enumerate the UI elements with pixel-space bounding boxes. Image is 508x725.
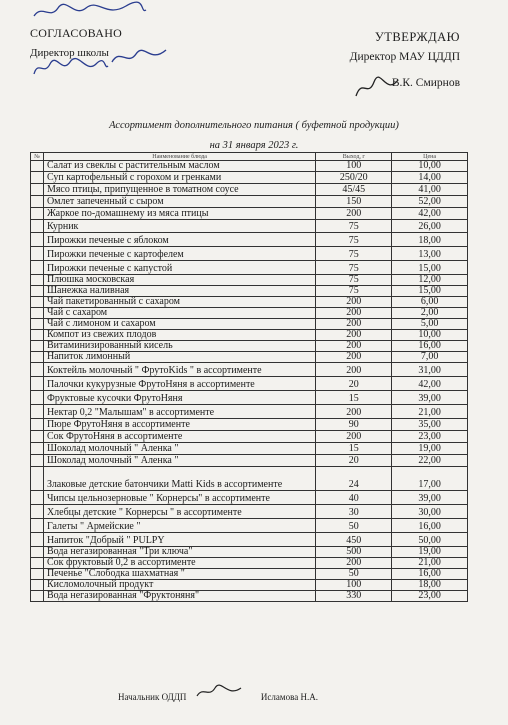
row-number-cell: [31, 419, 44, 431]
item-name-cell: Печенье "Слободка шахматная ": [43, 569, 315, 580]
item-name-cell: Напиток "Добрый " PULPY: [43, 533, 315, 547]
item-name-cell: Хлебцы детские " Корнерсы " в ассортименте: [43, 505, 315, 519]
row-number-cell: [31, 330, 44, 341]
item-weight-cell: 90: [316, 419, 392, 431]
item-name-cell: Мясо птицы, припущенное в томатном соусе: [43, 184, 315, 196]
item-price-cell: 22,00: [392, 455, 468, 467]
table-row: [31, 491, 468, 505]
table-row: [31, 247, 468, 261]
row-number-cell: [31, 519, 44, 533]
table-row: [31, 443, 468, 455]
item-weight-cell: 75: [316, 286, 392, 297]
footer-name: Исламова Н.А.: [260, 692, 318, 702]
table-row: [31, 286, 468, 297]
item-name-cell: Жаркое по-домашнему из мяса птицы: [43, 208, 315, 220]
item-name-cell: Пирожки печеные с яблоком: [43, 233, 315, 247]
signature-left-icon: [110, 44, 170, 70]
approved-name: В.К. Смирнов: [391, 77, 460, 89]
item-weight-cell: 200: [316, 208, 392, 220]
table-row: [31, 275, 468, 286]
item-name-cell: Кисломолочный продукт: [43, 580, 315, 591]
item-name-cell: Чай с лимоном и сахаром: [43, 319, 315, 330]
item-weight-cell: 75: [316, 261, 392, 275]
row-number-cell: [31, 391, 44, 405]
agreed-position: Директор школы: [30, 47, 109, 59]
item-price-cell: 16,00: [392, 569, 468, 580]
item-weight-cell: 75: [316, 220, 392, 233]
row-number-cell: [31, 591, 44, 602]
row-number-cell: [31, 308, 44, 319]
table-row: [31, 330, 468, 341]
item-weight-cell: 200: [316, 558, 392, 569]
row-number-cell: [31, 377, 44, 391]
item-price-cell: 14,00: [392, 172, 468, 184]
item-price-cell: 18,00: [392, 233, 468, 247]
item-name-cell: Вода негазированная "Три ключа": [43, 547, 315, 558]
item-weight-cell: 200: [316, 363, 392, 377]
item-price-cell: 30,00: [392, 505, 468, 519]
table-row: [31, 591, 468, 602]
row-number-cell: [31, 580, 44, 591]
item-name-cell: Пирожки печеные с картофелем: [43, 247, 315, 261]
item-price-cell: 41,00: [392, 184, 468, 196]
item-price-cell: 16,00: [392, 341, 468, 352]
item-price-cell: 35,00: [392, 419, 468, 431]
table-row: [31, 341, 468, 352]
item-weight-cell: 24: [316, 467, 392, 491]
row-number-cell: [31, 196, 44, 208]
table-row: [31, 467, 468, 491]
item-name-cell: Напиток лимонный: [43, 352, 315, 363]
row-number-cell: [31, 443, 44, 455]
footer: [118, 684, 318, 702]
item-price-cell: 42,00: [392, 377, 468, 391]
item-weight-cell: 500: [316, 547, 392, 558]
item-weight-cell: 200: [316, 405, 392, 419]
table-row: [31, 377, 468, 391]
item-price-cell: 52,00: [392, 196, 468, 208]
signature-right-icon: [352, 74, 402, 102]
row-number-cell: [31, 363, 44, 377]
item-name-cell: Фруктовые кусочки ФрутоНяня: [43, 391, 315, 405]
table-row: [31, 161, 468, 172]
footer-signature-icon: [189, 684, 259, 702]
table-row: [31, 172, 468, 184]
item-price-cell: 21,00: [392, 558, 468, 569]
item-price-cell: 39,00: [392, 391, 468, 405]
item-name-cell: Чай с сахаром: [43, 308, 315, 319]
item-price-cell: 26,00: [392, 220, 468, 233]
row-number-cell: [31, 455, 44, 467]
item-name-cell: Коктейль молочный " ФрутоKids " в ассортименте: [43, 363, 315, 377]
item-name-cell: Пирожки печеные с капустой: [43, 261, 315, 275]
item-price-cell: 10,00: [392, 161, 468, 172]
item-price-cell: 23,00: [392, 591, 468, 602]
item-name-cell: Курник: [43, 220, 315, 233]
row-number-cell: [31, 505, 44, 519]
table-row: [31, 352, 468, 363]
date-line: на 31 января 2023 г.: [209, 140, 299, 151]
item-price-cell: 15,00: [392, 261, 468, 275]
item-name-cell: Сок фруктовый 0,2 в ассортименте: [43, 558, 315, 569]
row-number-cell: [31, 491, 44, 505]
item-price-cell: 10,00: [392, 330, 468, 341]
item-weight-cell: 30: [316, 505, 392, 519]
table-row: [31, 308, 468, 319]
table-row: [31, 558, 468, 569]
item-price-cell: 39,00: [392, 491, 468, 505]
item-weight-cell: 50: [316, 519, 392, 533]
table-row: [31, 431, 468, 443]
item-name-cell: Чипсы цельнозерновые " Корнерсы" в ассортименте: [43, 491, 315, 505]
item-price-cell: 31,00: [392, 363, 468, 377]
item-price-cell: 6,00: [392, 297, 468, 308]
item-name-cell: Чай пакетированный с сахаром: [43, 297, 315, 308]
item-name-cell: Галеты " Армейские ": [43, 519, 315, 533]
table-row: [31, 391, 468, 405]
row-number-cell: [31, 184, 44, 196]
item-price-cell: 17,00: [392, 467, 468, 491]
table-row: [31, 297, 468, 308]
table-row: [31, 233, 468, 247]
row-number-cell: [31, 558, 44, 569]
row-number-cell: [31, 247, 44, 261]
document-title: Ассортимент дополнительного питания ( буфетной продукции): [109, 120, 399, 131]
row-number-cell: [31, 467, 44, 491]
table-row: [31, 405, 468, 419]
item-name-cell: Вода негазированная "Фруктоняня": [43, 591, 315, 602]
table-row: [31, 184, 468, 196]
item-weight-cell: 75: [316, 275, 392, 286]
item-weight-cell: 100: [316, 161, 392, 172]
row-number-cell: [31, 220, 44, 233]
item-weight-cell: 100: [316, 580, 392, 591]
table-row: [31, 569, 468, 580]
header-name: Наименование блюда: [43, 153, 315, 161]
item-weight-cell: 200: [316, 341, 392, 352]
item-name-cell: Нектар 0,2 "Малышам" в ассортименте: [43, 405, 315, 419]
row-number-cell: [31, 569, 44, 580]
item-weight-cell: 330: [316, 591, 392, 602]
table-row: [31, 455, 468, 467]
item-price-cell: 19,00: [392, 443, 468, 455]
item-weight-cell: 75: [316, 233, 392, 247]
item-price-cell: 7,00: [392, 352, 468, 363]
row-number-cell: [31, 533, 44, 547]
item-weight-cell: 40: [316, 491, 392, 505]
item-weight-cell: 200: [316, 352, 392, 363]
item-price-cell: 21,00: [392, 405, 468, 419]
table-row: [31, 505, 468, 519]
item-weight-cell: 200: [316, 308, 392, 319]
row-number-cell: [31, 172, 44, 184]
row-number-cell: [31, 352, 44, 363]
row-number-cell: [31, 208, 44, 220]
item-price-cell: 5,00: [392, 319, 468, 330]
item-price-cell: 50,00: [392, 533, 468, 547]
row-number-cell: [31, 261, 44, 275]
handwriting-left-top-icon: [30, 0, 150, 24]
row-number-cell: [31, 405, 44, 419]
table-row: [31, 363, 468, 377]
item-name-cell: Палочки кукурузные ФрутоНяня в ассортименте: [43, 377, 315, 391]
item-weight-cell: 200: [316, 297, 392, 308]
item-name-cell: Пюре ФрутоНяня в ассортименте: [43, 419, 315, 431]
item-price-cell: 18,00: [392, 580, 468, 591]
item-weight-cell: 200: [316, 319, 392, 330]
item-name-cell: Омлет запеченный с сыром: [43, 196, 315, 208]
handwriting-left-bottom-icon: [30, 54, 110, 80]
item-weight-cell: 50: [316, 569, 392, 580]
item-name-cell: Злаковые детские батончики Matti Kids в ассортименте: [43, 467, 315, 491]
footer-position: Начальник ОДДП: [118, 692, 187, 702]
row-number-cell: [31, 233, 44, 247]
header-number: №: [31, 153, 44, 161]
row-number-cell: [31, 297, 44, 308]
table-row: [31, 533, 468, 547]
item-weight-cell: 20: [316, 455, 392, 467]
table-row: [31, 547, 468, 558]
table-row: [31, 519, 468, 533]
row-number-cell: [31, 431, 44, 443]
row-number-cell: [31, 275, 44, 286]
table-row: [31, 220, 468, 233]
table-row: [31, 261, 468, 275]
item-name-cell: Витаминизированный кисель: [43, 341, 315, 352]
approved-position: Директор МАУ ЦДДП: [349, 51, 460, 63]
table-row: [31, 580, 468, 591]
table-row: [31, 208, 468, 220]
item-price-cell: 16,00: [392, 519, 468, 533]
item-name-cell: Шоколад молочный " Аленка ": [43, 443, 315, 455]
agreed-title: СОГЛАСОВАНО: [30, 26, 123, 40]
item-name-cell: Шанежка наливная: [43, 286, 315, 297]
table-row: [31, 196, 468, 208]
table-body: [31, 161, 468, 602]
row-number-cell: [31, 547, 44, 558]
row-number-cell: [31, 319, 44, 330]
item-weight-cell: 200: [316, 431, 392, 443]
item-price-cell: 15,00: [392, 286, 468, 297]
item-price-cell: 19,00: [392, 547, 468, 558]
item-price-cell: 42,00: [392, 208, 468, 220]
item-price-cell: 2,00: [392, 308, 468, 319]
item-weight-cell: 200: [316, 330, 392, 341]
item-name-cell: Салат из свеклы с растительным маслом: [43, 161, 315, 172]
item-weight-cell: 75: [316, 247, 392, 261]
item-price-cell: 12,00: [392, 275, 468, 286]
assortment-table: [30, 152, 468, 602]
item-name-cell: Плюшка московская: [43, 275, 315, 286]
item-name-cell: Компот из свежих плодов: [43, 330, 315, 341]
item-price-cell: 23,00: [392, 431, 468, 443]
table-row: [31, 419, 468, 431]
item-weight-cell: 20: [316, 377, 392, 391]
item-weight-cell: 45/45: [316, 184, 392, 196]
item-price-cell: 13,00: [392, 247, 468, 261]
item-name-cell: Суп картофельный с горохом и гренками: [43, 172, 315, 184]
item-weight-cell: 250/20: [316, 172, 392, 184]
item-name-cell: Шоколад молочный " Аленка ": [43, 455, 315, 467]
item-weight-cell: 450: [316, 533, 392, 547]
header-weight: Выход, г: [316, 153, 392, 161]
item-weight-cell: 150: [316, 196, 392, 208]
item-weight-cell: 15: [316, 443, 392, 455]
row-number-cell: [31, 161, 44, 172]
row-number-cell: [31, 286, 44, 297]
header-price: Цена: [392, 153, 468, 161]
row-number-cell: [31, 341, 44, 352]
item-weight-cell: 15: [316, 391, 392, 405]
approved-title: УТВЕРЖДАЮ: [374, 30, 460, 44]
item-name-cell: Сок ФрутоНяня в ассортименте: [43, 431, 315, 443]
table-row: [31, 319, 468, 330]
